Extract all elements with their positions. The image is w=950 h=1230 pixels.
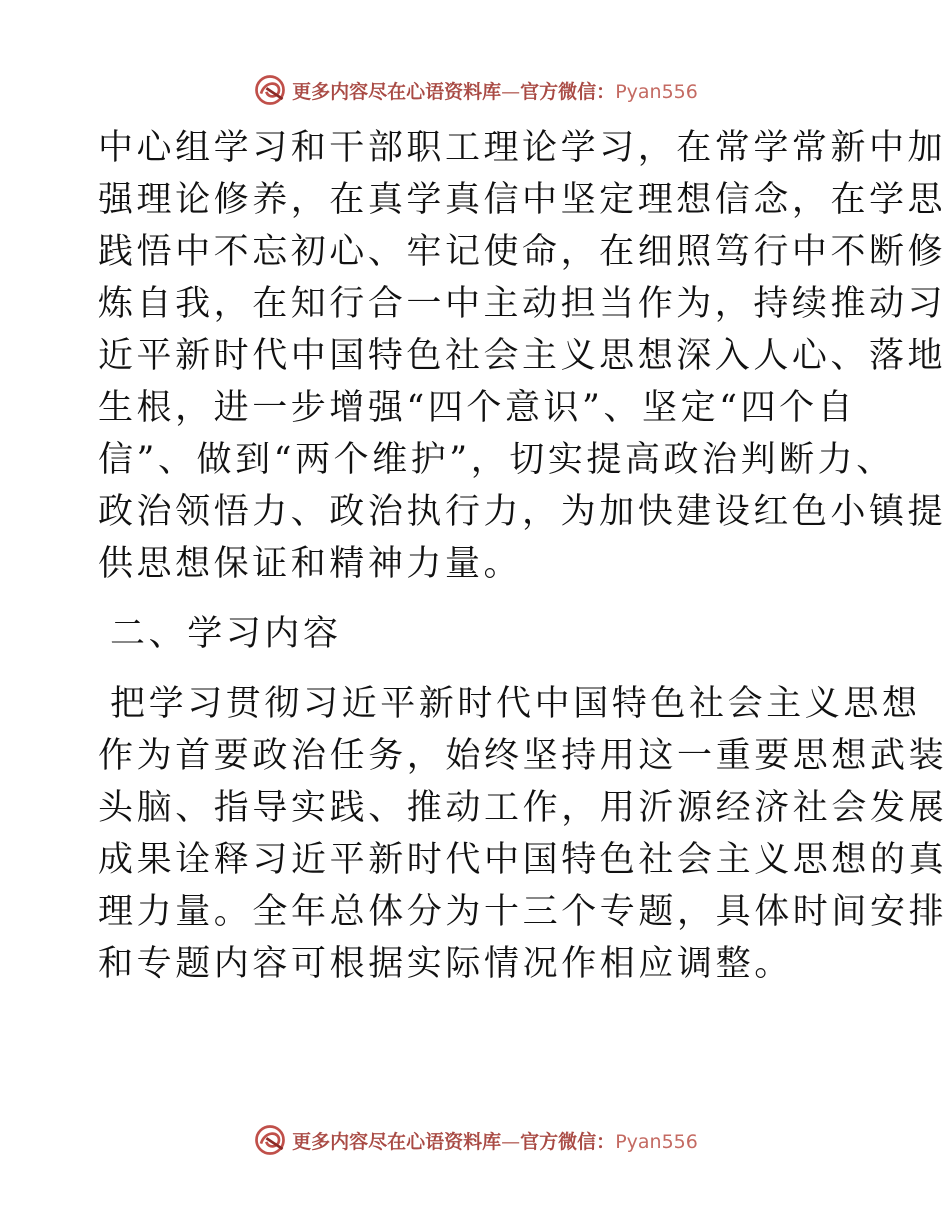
watermark-text <box>292 1127 698 1154</box>
swirl-logo-icon <box>252 72 288 108</box>
text-line: 中心组学习和干部职工理论学习，在常学常新中加 <box>98 128 947 168</box>
header-watermark <box>0 70 950 110</box>
watermark-dash: — <box>501 1130 521 1153</box>
watermark-text <box>292 77 698 104</box>
text-line: 理力量。全年总体分为十三个专题，具体时间安排 <box>98 892 948 932</box>
text-line: 近平新时代中国特色社会主义思想深入人心、落地 <box>98 336 947 376</box>
paragraph-2 <box>98 678 948 990</box>
text-line: 践悟中不忘初心、牢记使命，在细照笃行中不断修 <box>98 232 947 272</box>
text-line: 头脑、指导实践、推动工作，用沂源经济社会发展 <box>98 788 948 828</box>
text-line: 信”、做到“两个维护”，切实提高政治判断力、 <box>98 440 895 480</box>
text-line: 政治领悟力、政治执行力，为加快建设红色小镇提 <box>98 492 947 532</box>
paragraph-1 <box>98 122 947 590</box>
watermark-id-text: Pyan556 <box>615 80 698 103</box>
document-body <box>98 122 948 990</box>
text-line: 炼自我，在知行合一中主动担当作为，持续推动习 <box>98 284 947 324</box>
footer-watermark <box>0 1120 950 1160</box>
watermark-main-text: 更多内容尽在心语资料库 <box>292 1130 502 1153</box>
watermark-suffix-text: 官方微信： <box>520 80 616 103</box>
text-line: 供思想保证和精神力量。 <box>98 544 523 584</box>
swirl-logo-icon <box>252 1122 288 1158</box>
text-line: 成果诠释习近平新时代中国特色社会主义思想的真 <box>98 840 948 880</box>
watermark-suffix-text: 官方微信： <box>520 1130 616 1153</box>
watermark-id-text: Pyan556 <box>615 1130 698 1153</box>
text-line: 强理论修养，在真学真信中坚定理想信念，在学思 <box>98 180 947 220</box>
text-line: 生根，进一步增强“四个意识”、坚定“四个自 <box>98 388 857 428</box>
section-heading: 二、学习内容 <box>110 614 342 654</box>
text-line: 把学习贯彻习近平新时代中国特色社会主义思想 <box>110 684 921 724</box>
text-line: 和专题内容可根据实际情况作相应调整。 <box>98 944 793 984</box>
watermark-main-text: 更多内容尽在心语资料库 <box>292 80 502 103</box>
watermark-dash: — <box>501 80 521 103</box>
text-line: 作为首要政治任务，始终坚持用这一重要思想武装 <box>98 736 948 776</box>
